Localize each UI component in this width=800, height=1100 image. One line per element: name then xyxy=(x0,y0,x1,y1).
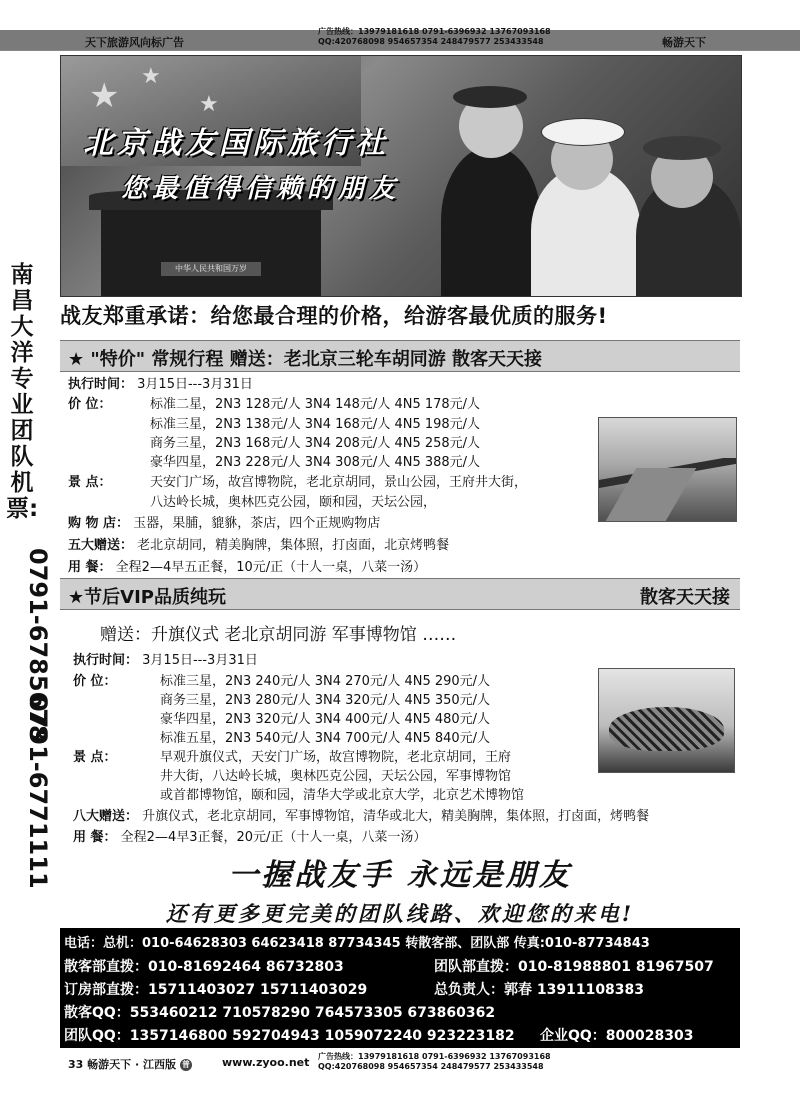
section1-price-row: 豪华四星，2N3 228元/人 3N4 308元/人 4N5 388元/人 xyxy=(150,455,481,470)
section2-meal-row: 用 餐： 全程2—4早3正餐，20元/正（十人一桌，八菜一汤） xyxy=(73,830,427,845)
section1-spots-label: 景 点： xyxy=(68,475,112,490)
section1-meal-row: 用 餐： 全程2—4早五正餐，10元/正（十人一桌，八菜一汤） xyxy=(68,560,427,575)
exec-label: 执行时间： xyxy=(68,377,134,392)
flag-star-icon: ★ xyxy=(141,64,161,89)
contact-manager: 总负责人：郭春 13911108383 xyxy=(434,982,645,998)
header-hotline-block xyxy=(318,27,551,47)
gate-sign: 中华人民共和国万岁 xyxy=(161,262,261,276)
section1-spots-line: 天安门广场，故宫博物院，老北京胡同，景山公园，王府井大街， xyxy=(150,475,528,490)
contact-block xyxy=(60,928,740,1048)
header-right-title: 畅游天下 xyxy=(662,36,706,49)
section2-header xyxy=(60,578,740,610)
slogan-friendship: 一握战友手 永远是朋友 xyxy=(228,858,572,893)
footer-hotline-block xyxy=(318,1052,551,1072)
exec-value: 3月15日---3月31日 xyxy=(137,377,253,392)
section1-spots-line: 八达岭长城，奥林匹克公园，颐和园，天坛公园， xyxy=(150,495,437,510)
contact-main-phones: 电话：总机：010-64628303 64623418 87734345 转散客部、团队部 传真:010-87734843 xyxy=(64,936,650,951)
section2-spots-line: 早观升旗仪式，天安门广场，故宫博物院，老北京胡同，王府 xyxy=(160,750,512,765)
side-airline-ad xyxy=(6,262,50,522)
section1-exec-row xyxy=(68,376,253,393)
birds-nest-photo xyxy=(598,668,735,773)
section1-price-row: 商务三星，2N3 168元/人 3N4 208元/人 4N5 258元/人 xyxy=(150,436,481,451)
contact-group-dept: 团队部直拨：010-81988801 81967507 xyxy=(434,959,714,975)
soldier-image xyxy=(441,146,541,296)
section1-title: ★ "特价" 常规行程 赠送：老北京三轮车胡同游 散客天天接 xyxy=(68,349,542,370)
section2-spots-line: 井大街，八达岭长城，奥林匹克公园，天坛公园，军事博物馆 xyxy=(160,769,512,784)
header-hotline: 广告热线：13979181618 0791-6396932 13767093168 xyxy=(318,27,551,36)
side-phone-2: 0791-6771111 xyxy=(24,695,52,889)
tiananmen-gate-image xyxy=(101,206,321,296)
section1-gift-row: 五大赠送： 老北京胡同，精美胸牌，集体照，打卤面，北京烤鸭餐 xyxy=(68,538,450,553)
section1-shop-row: 购 物 店： 玉器，果脯，貔貅，茶店，四个正规购物店 xyxy=(68,516,381,531)
section2-price-row: 标准五星，2N3 540元/人 3N4 700元/人 4N5 840元/人 xyxy=(160,731,491,746)
side-phone-1: 0791-6785678 xyxy=(24,548,52,742)
footer-qq: QQ:420768098 954657354 248479577 253433548 xyxy=(318,1062,544,1071)
section2-title: ★节后VIP品质纯玩 xyxy=(68,587,226,608)
section1-price-row: 标准三星，2N3 138元/人 3N4 168元/人 4N5 198元/人 xyxy=(150,417,481,432)
flag-star-icon: ★ xyxy=(89,76,120,116)
section2-spots-line: 或首都博物馆，颐和园，清华大学或北京大学，北京艺术博物馆 xyxy=(160,788,525,803)
header-qq: QQ:420768098 954657354 248479577 253433548 xyxy=(318,37,544,46)
footer-page-info: 33 畅游天下 · 江西版 普 xyxy=(68,1058,190,1071)
section2-exec-row: 执行时间： 3月15日---3月31日 xyxy=(73,653,258,668)
hero-banner xyxy=(60,55,742,297)
section2-right-label: 散客天天接 xyxy=(640,587,730,608)
page-footer xyxy=(0,1050,800,1080)
section2-price-row: 豪华四星，2N3 320元/人 3N4 400元/人 4N5 480元/人 xyxy=(160,712,491,727)
section2-price-row: 商务三星，2N3 280元/人 3N4 320元/人 4N5 350元/人 xyxy=(160,693,491,708)
section2-gift-row: 八大赠送： 升旗仪式，老北京胡同，军事博物馆，清华或北大，精美胸牌，集体照，打卤面，烤鸭餐 xyxy=(73,809,650,824)
contact-individual-qq: 散客QQ：553460212 710578290 764573305 673860362 xyxy=(64,1005,496,1021)
section1-price-row: 标准二星，2N3 128元/人 3N4 148元/人 4N5 178元/人 xyxy=(150,397,481,412)
side-title: 南昌大洋专业团队机票: xyxy=(6,262,39,522)
great-wall-photo xyxy=(598,417,737,522)
contact-group-qq: 团队QQ：1357146800 592704943 1059072240 923223182 xyxy=(64,1028,515,1044)
soldier-cap xyxy=(453,86,527,108)
slogan-more-routes: 还有更多更完美的团队线路、欢迎您的来电! xyxy=(165,901,635,926)
header-left-title: 天下旅游风向标广告 xyxy=(85,36,184,49)
contact-booking-dept: 订房部直拨：15711403027 15711403029 xyxy=(64,982,368,998)
footer-hotline: 广告热线：13979181618 0791-6396932 13767093168 xyxy=(318,1052,551,1061)
soldier-cap xyxy=(643,136,721,160)
section2-spots-label: 景 点： xyxy=(73,750,117,765)
agency-name: 北京战友国际旅行社 xyxy=(83,126,389,161)
section1-header xyxy=(60,340,740,372)
section1-price-label: 价 位： xyxy=(68,397,112,412)
soldier-cap xyxy=(541,118,625,146)
promise-line: 战友郑重承诺：给您最合理的价格，给游客最优质的服务! xyxy=(60,304,608,328)
edition-badge-icon: 普 xyxy=(181,1060,190,1069)
footer-website[interactable]: www.zyoo.net xyxy=(222,1056,310,1069)
section2-price-row: 标准三星，2N3 240元/人 3N4 270元/人 4N5 290元/人 xyxy=(160,674,491,689)
agency-tagline: 您最值得信赖的朋友 xyxy=(121,174,401,204)
section2-price-label: 价 位： xyxy=(73,674,117,689)
contact-enterprise-qq: 企业QQ：800028303 xyxy=(540,1028,694,1044)
section2-gifts-line: 赠送：升旗仪式 老北京胡同游 军事博物馆 …… xyxy=(100,625,457,645)
contact-individual-dept: 散客部直拨：010-81692464 86732803 xyxy=(64,959,344,975)
flag-star-icon: ★ xyxy=(199,92,219,117)
